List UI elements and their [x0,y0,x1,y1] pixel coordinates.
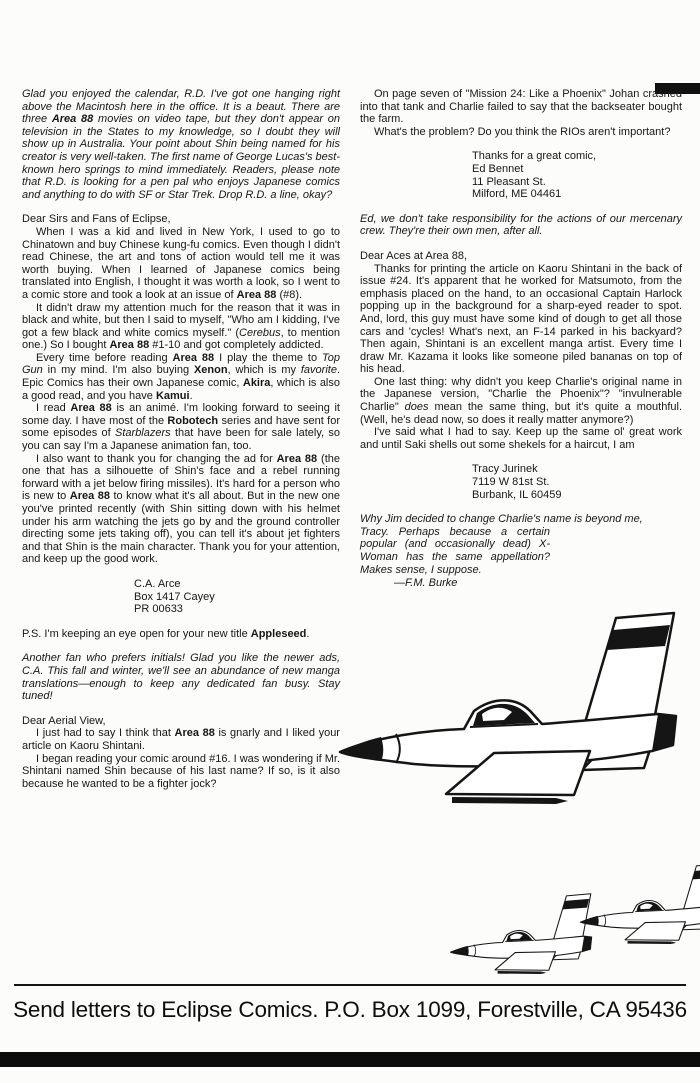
signature-address: PR 00633 [134,603,183,616]
editor-reply-to-rd: Glad you enjoyed the calendar, R.D. I've got one hanging right above the Macintosh here in the office. It is a beaut. There are three Area 88 movies on video tape, but they don't appear on television in the States to my knowledge, so I doubt they will show up in Australia. Your point about Shin being named for his creator is very well-taken. The first name of George Lucas's best-known hero springs to mind immediately. Readers, please note that R.D. is looking for a pen pal who enjoys Japanese comics and anything to do with SF or Star Trek. Drop R.D. a line, okay? [22,88,340,201]
signature-block-arce [134,578,340,616]
salutation-aerial-view: Dear Aerial View, [22,714,106,727]
letter-paragraph: I just had to say I think that Area 88 is gnarly and I liked your article on Kaoru Shintani. [22,727,340,752]
signature-block-jurinek [472,463,682,501]
signature-block-bennet [472,150,682,200]
letter-paragraph: It didn't draw my attention much for the reason that it was in black and white, but then I said to myself, "Who am I kidding, I've got a few black and white comics myself." (Cerebus, to mention one.) So I bought Area 88 #1-10 and got completely addicted. [22,301,340,352]
signature-address: Burbank, IL 60459 [472,488,562,501]
letter-paragraph: I also want to thank you for changing the ad for Area 88 (the one that has a silhouette of Shin's face and a rebel running forward with a jet below firing missiles). It's hard for a person who is new to Area 88 to know what it's all about. But in the new one you've printed recently (with Shin sitting down with his helmet under his arm watching the jets go by and the ground controller directing some jets taking off), you can tell it's about jet fighters and that Shin is the main character. Thank you for your attention, and keep up the good work. [22,452,340,566]
right-column [360,88,682,590]
jet-large [340,613,676,804]
signature-address: Milford, ME 04461 [472,188,562,201]
letter-paragraph: I began reading your comic around #16. I was wondering if Mr. Shintani named Shin because of his last name? If so, is it also because he wanted to be a fighter jock? [22,752,340,790]
postscript: P.S. I'm keeping an eye open for your new title Appleseed. [22,627,310,640]
salutation-jurinek: Dear Aces at Area 88, [360,249,468,262]
signature-address: 11 Pleasant St. [472,175,546,188]
mailing-address-footer: Send letters to Eclipse Comics. P.O. Box 1099, Forestville, CA 95436 [13,997,687,1022]
letter-paragraph: When I was a kid and lived in New York, I used to go to Chinatown and buy Chinese kung-fu comics. Even though I didn't read Chinese, the art and tons of action would tell me it was worth buying. When I learned of Japanese comics being translated into English, I thought it was worth a look, so I went to a comic store and took a look at an issue of Area 88 (#8). [22,225,340,301]
bottom-border-bar [0,1052,700,1067]
editor-reply-to-tracy-continued: Tracy. Perhaps because a certain popular (and occasionally dead) X-Woman has the same appellation? Makes sense, I suppose. [360,525,550,576]
letter-paragraph: What's the problem? Do you think the RIOs aren't important? [374,125,671,138]
editor-signature: —F.M. Burke [394,577,458,590]
signature-address: 7119 W 81st St. [472,476,550,489]
letter-paragraph: I read Area 88 is an animé. I'm looking forward to seeing it some day. I have most of the Robotech series and have sent for some episodes of Starblazers that have been for sale lately, so you can say I'm a Japanese animation fan, too. [22,402,340,453]
salutation-arce: Dear Sirs and Fans of Eclipse, [22,213,171,226]
letter-paragraph: I've said what I had to say. Keep up the same ol' great work and until Saki shells out some shekels for a haircut, I am [360,426,682,451]
letter-paragraph: On page seven of "Mission 24: Like a Phoenix" Johan crashed into that tank and Charlie failed to say that the backseater bought the farm. [360,88,682,126]
letter-paragraph: Thanks for printing the article on Kaoru Shintani in the back of issue #24. It's apparent that he worked for Matsumoto, from the emphasis placed on the hand, to an occasional Captain Harlock popping up in the background for a sharp-eyed reader to spot. And, lord, this guy must have some kind of dough to get all those cars and 'cycles! What's next, an F-14 parked in his backyard? Then again, Shintani is an excellent manga artist. Every time I draw Mr. Kazama it looks like someone piled bananas on top of his head. [360,262,682,376]
signature-address: Box 1417 Cayey [134,590,215,603]
letter-paragraph: One last thing: why didn't you keep Charlie's original name in the Japanese version, "Charlie the Phoenix"? "invulnerable Charlie" does mean the same thing, but it's quite a mouthful. (Well, he's dead now, so does it really matter anymore?) [360,375,682,426]
signature-name: C.A. Arce [134,577,181,590]
fighter-jets-illustration [330,598,700,993]
left-column [22,88,340,790]
editor-reply-to-ed: Ed, we don't take responsibility for the actions of our mercenary crew. They're their own men, after all. [360,212,682,238]
signature-name: Ed Bennet [472,162,524,175]
jet-small-left [451,894,592,974]
editor-reply-to-ca: Another fan who prefers initials! Glad you like the newer ads, C.A. This fall and winter, we'll see an abundance of new manga translations—enough to keep any dedicated fan busy. Stay tuned! [22,652,340,703]
letter-paragraph: Every time before reading Area 88 I play the theme to Top Gun in my mind. I'm also buying Xenon, which is my favorite. Epic Comics has their own Japanese comic, Akira, which is also a good read, and you have Kamui. [22,351,340,402]
jet-small-right [581,864,700,944]
signature-closing: Thanks for a great comic, [472,150,597,163]
editor-reply-to-tracy: Why Jim decided to change Charlie's name is beyond me, [360,513,643,526]
signature-name: Tracy Jurinek [472,463,538,476]
